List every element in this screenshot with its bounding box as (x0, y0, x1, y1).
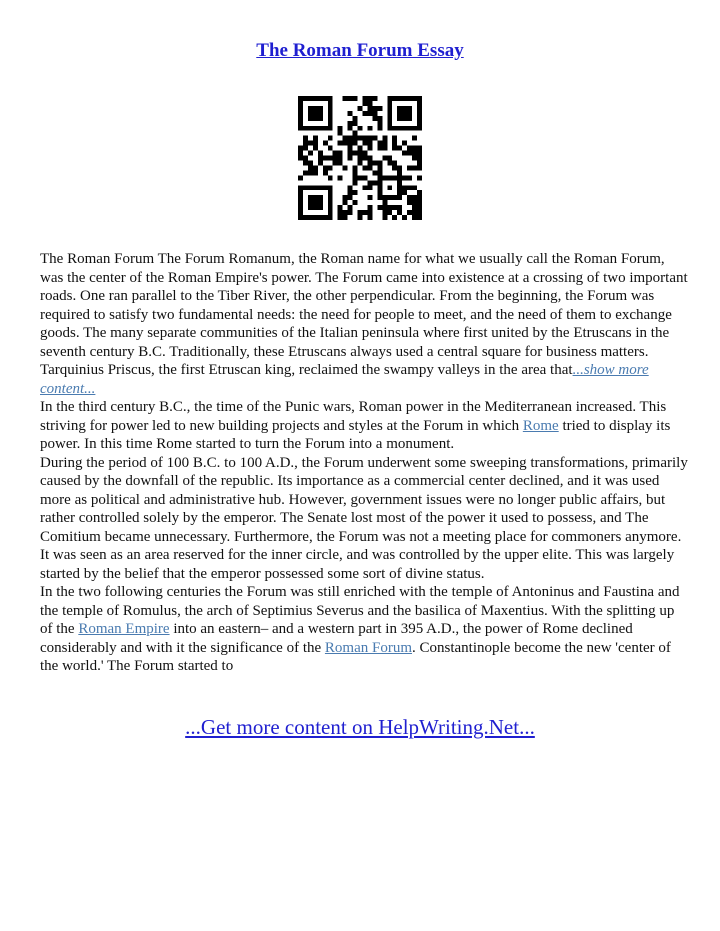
paragraph-text: . Constantinople become the new 'center of the world.' The Forum started to (40, 639, 671, 674)
essay-body (40, 250, 688, 676)
qr-code-graphic (298, 96, 422, 220)
get-more-content-link[interactable]: ...Get more content on HelpWriting.Net... (185, 715, 535, 739)
paragraph-2 (40, 398, 688, 454)
paragraph-text: tried to display its power. In this time Rome started to turn the Forum into a monument. (40, 417, 671, 452)
inline-link[interactable]: Roman Forum (324, 639, 413, 656)
paragraph-text: During the period of 100 B.C. to 100 A.D., the Forum underwent some sweeping transformations, primarily caused by the downfall of the republic. Its importance as a commercial center declined, and it was used more as political and administrative hub. However, government issues were no longer public affairs, but rather controlled solely by the emperor. The Senate lost most of the power it used to possess, and The Comitium became unnecessary. Furthermore, the Forum was not a meeting place for commoners anymore. It was seen as an area reserved for the inner circle, and was controlled by the upper elite. This was largely started by the belief that the emperor possessed some sort of divine status. (40, 454, 688, 582)
paragraph-text: In the two following centuries the Forum was still enriched with the temple of Antoninus and Faustina and the temple of Romulus, the arch of Septimius Severus and the basilica of Maxentius. With the splitting up of the (40, 584, 680, 637)
paragraph-text: In the third century B.C., the time of the Punic wars, Roman power in the Mediterranean increased. This striving for power led to new building projects and styles at the Forum in which (40, 399, 667, 434)
paragraph-1 (40, 250, 688, 398)
paragraph-text: The Roman Forum The Forum Romanum, the Roman name for what we usually call the Roman Forum, was the center of the Roman Empire's power. The Forum came into existence at a crossing of two important roads. One ran parallel to the Tiber River, the other perpendicular. From the beginning, the Forum was required to satisfy two fundamental needs: the need for people to meet, and the need of them to exchange goods. The many separate communities of the Italian peninsula where first united by the Etruscans in the seventh century B.C. Traditionally, these Etruscans always used a central square for business matters. Tarquinius Priscus, the first Etruscan king, reclaimed the swampy valleys in the area that (40, 251, 688, 378)
paragraph-text: into an eastern– and a western part in 395 A.D., the power of Rome declined considerably and with it the significance of the (40, 621, 633, 656)
show-more-link[interactable]: ...show more content... (40, 362, 649, 397)
paragraph-3 (40, 454, 688, 584)
qr-code-icon (298, 96, 422, 220)
paragraph-4 (40, 583, 688, 676)
page-title[interactable]: The Roman Forum Essay (256, 40, 464, 61)
inline-link[interactable]: Rome (522, 417, 559, 434)
inline-link[interactable]: Roman Empire (78, 621, 170, 637)
